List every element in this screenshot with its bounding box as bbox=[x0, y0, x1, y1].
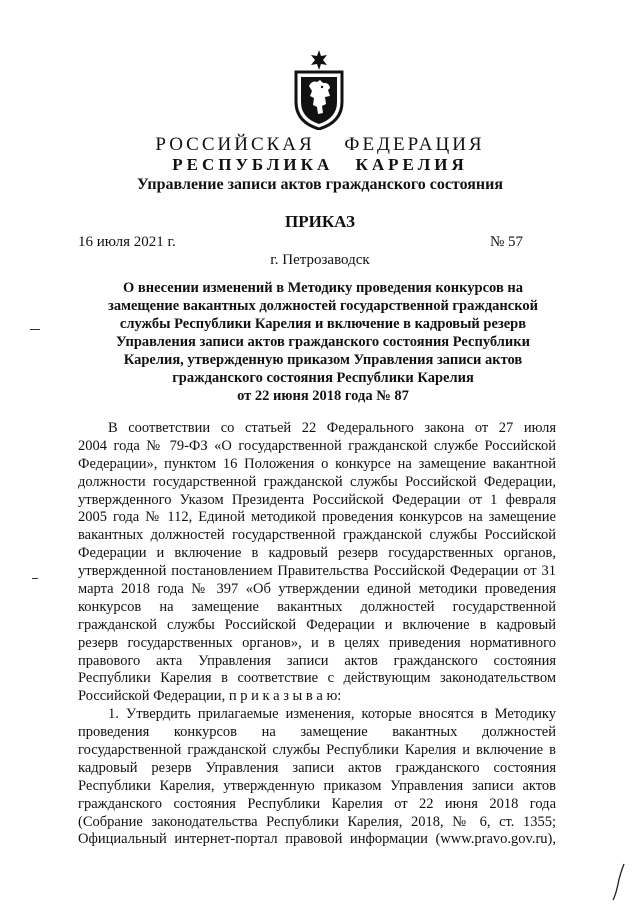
body-line: Российской Федерации, п р и к а з ы в а ю: bbox=[78, 688, 342, 705]
body-line: конкурсов на замещение вакантных должностей государственной bbox=[78, 598, 556, 615]
body-line: должности государственной гражданской службы Российской Федерации, bbox=[78, 473, 556, 490]
coat-of-arms-icon bbox=[292, 50, 346, 130]
order-body bbox=[78, 420, 556, 849]
body-line: резерв государственных органов», и в целях приведения нормативного bbox=[78, 634, 556, 651]
subject-line: службы Республики Карелия и включение в кадровый резерв bbox=[119, 316, 527, 332]
agency-heading: Управление записи актов гражданского состояния bbox=[136, 176, 504, 193]
body-line: государственной гражданской службы Республики Карелия и включение в bbox=[78, 742, 556, 759]
body-line: Федерации и включение в кадровый резерв государственных органов, bbox=[78, 545, 556, 562]
body-line: правового акта Управления записи актов гражданского состояния bbox=[78, 652, 556, 669]
document-type-title: ПРИКАЗ bbox=[285, 212, 355, 231]
subject-line: от 22 июня 2018 года № 87 bbox=[237, 388, 409, 404]
subject-line: гражданского состояния Республики Карелия bbox=[172, 370, 474, 386]
subject-line: О внесении изменений в Методику проведения конкурсов на bbox=[122, 280, 524, 296]
body-line: 2004 года № 79-ФЗ «О государственной гражданской службе Российской bbox=[78, 437, 556, 454]
order-subject bbox=[94, 279, 552, 405]
body-line: (Собрание законодательства Республики Карелия, 2018, № 6, ст. 1355; bbox=[78, 813, 556, 830]
body-line: гражданской службы Российской Федерации и включение в кадровый bbox=[78, 616, 556, 633]
body-line: В соответствии со статьей 22 Федерального закона от 27 июля bbox=[108, 420, 556, 436]
body-line: утвержденной постановлением Правительства Российской Федерации от 31 bbox=[78, 563, 556, 580]
subject-line: Управления записи актов гражданского состояния Республики bbox=[116, 334, 530, 350]
body-line: кадровый резерв Управления записи актов гражданского состояния bbox=[78, 759, 556, 776]
body-line: Республики Карелия, утвержденную приказом Управления записи актов bbox=[78, 777, 556, 794]
body-line: гражданского состояния Республики Карелия от 22 июня 2018 года bbox=[78, 795, 556, 812]
scan-mark bbox=[32, 578, 38, 579]
body-line: 1. Утвердить прилагаемые изменения, которые вносятся в Методику bbox=[108, 706, 556, 723]
order-number: № 57 bbox=[490, 234, 524, 250]
republic-heading: РЕСПУБЛИКА КАРЕЛИЯ bbox=[172, 155, 468, 174]
body-line: Официальный интернет-портал правовой информации (www.pravo.gov.ru), bbox=[78, 831, 556, 848]
body-line: Федерации», пунктом 16 Положения о конкурсе на замещение вакантной bbox=[78, 455, 556, 472]
body-line: утвержденного Указом Президента Российской Федерации от 1 февраля bbox=[78, 491, 556, 508]
subject-line: Карелия, утвержденную приказом Управления записи актов bbox=[123, 352, 523, 368]
order-date: 16 июля 2021 г. bbox=[78, 234, 176, 250]
order-city: г. Петрозаводск bbox=[270, 252, 370, 268]
body-line: Республики Карелия в соответствие с действующим законодательством bbox=[78, 670, 556, 687]
signature-mark-icon bbox=[610, 862, 626, 902]
body-line: 2005 года № 112, Единой методикой проведения конкурсов на замещение bbox=[78, 509, 556, 526]
body-line: марта 2018 года № 397 «Об утверждении единой методики проведения bbox=[78, 581, 556, 598]
body-line: проведения конкурсов на замещение вакантных должностей bbox=[78, 724, 556, 741]
body-line: вакантных должностей государственной гражданской службы Российской bbox=[78, 527, 556, 544]
subject-line: замещение вакантных должностей государственной гражданской bbox=[108, 298, 538, 314]
country-heading: РОССИЙСКАЯ ФЕДЕРАЦИЯ bbox=[155, 134, 485, 155]
scan-mark bbox=[30, 329, 40, 330]
